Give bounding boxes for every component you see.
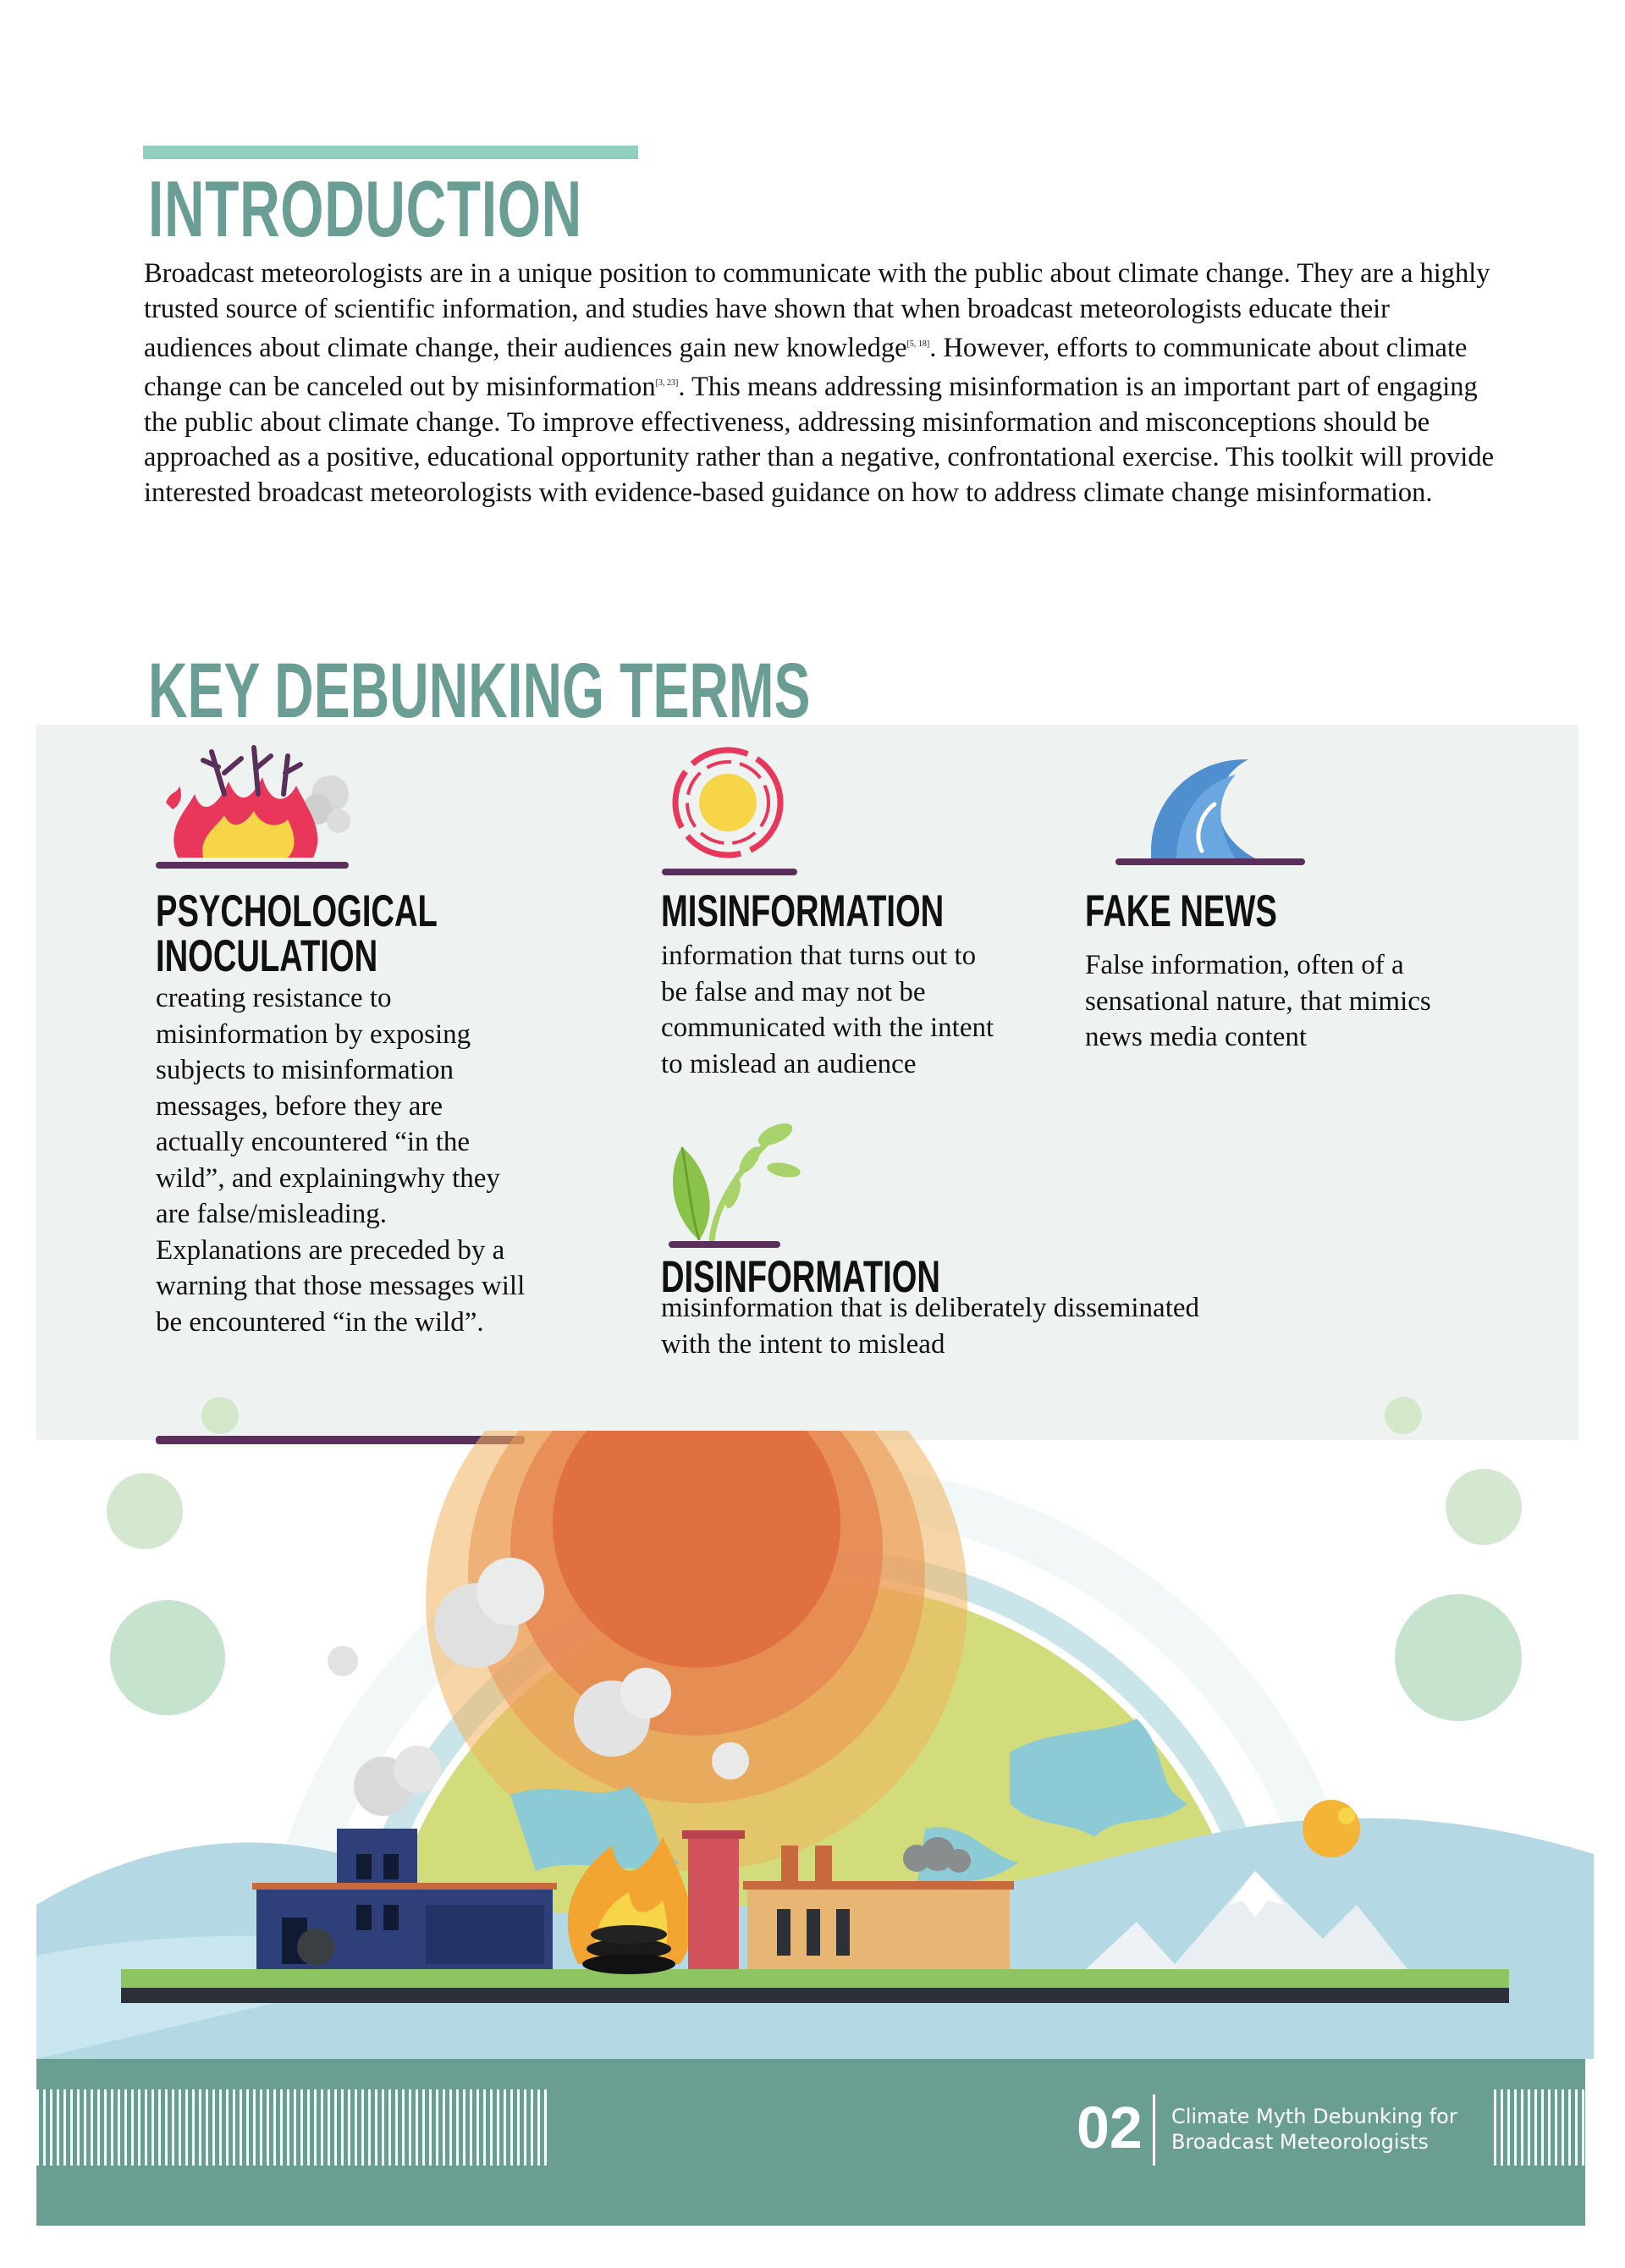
target-sun-icon (669, 743, 787, 862)
burning-tree-icon (161, 743, 355, 862)
intro-text-part-1: Broadcast meteorologists are in a unique position to communicate with the public about climate change. They are a highly trusted source of scientific information, and studies have shown that when broadcast meteorologists educate their audiences about climate change, their audiences gain new knowledge (144, 258, 1490, 363)
term-def-psychological-inoculation: creating resistance to misinformation by exposing subjects to misinformation messages, before they are actually encountered “in the wild”, and explainingwhy they are false/misleading. Explanations are preceded by a warning that those messages will be encountered “in the wild”. (156, 983, 526, 1338)
term-title-inoculation: INOCULATION (156, 931, 378, 981)
footer-title-line-1: Climate Myth Debunking for (1171, 2105, 1457, 2128)
intro-text-part-3: . This means addressing misinformation is an important part of engaging the public about climate change. To improve effectiveness, addressing misinformation and misconceptions should be approached as a positive, educational opportunity rather than a negative, confrontational exercise. This toolkit will provide interested broadcast meteorologists with evidence-based guidance on how to address climate change misinformation. (144, 372, 1495, 508)
term-def-disinformation: misinformation that is deliberately disseminated with the intent to mislead (661, 1293, 1200, 1360)
sprout-icon (665, 1117, 809, 1244)
term-title-psychological: PSYCHOLOGICAL (156, 886, 438, 936)
page-number: 02 (1077, 2094, 1143, 2160)
icon-underline (669, 1241, 780, 1248)
term-def-misinformation: information that turns out to be false and may not be communicated with the intent to mislead an audience (661, 941, 994, 1079)
wave-icon (1143, 749, 1261, 859)
barcode-decoration (1494, 2089, 1585, 2166)
terms-heading: KEY DEBUNKING TERMS (148, 648, 811, 734)
term-title-disinformation: DISINFORMATION (661, 1252, 940, 1302)
term-title-fake-news: FAKE NEWS (1085, 886, 1277, 936)
intro-text-part-2: . However, efforts to communicate about climate change can be canceled out by misinformation (144, 332, 1468, 403)
icon-underline (1115, 858, 1305, 865)
intro-heading: INTRODUCTION (148, 164, 582, 253)
citation-1: [5, 18] (906, 339, 930, 349)
icon-underline (662, 869, 797, 875)
footer-title-line-2: Broadcast Meteorologists (1171, 2130, 1429, 2154)
term-title-misinformation: MISINFORMATION (661, 886, 945, 936)
icon-underline (156, 862, 349, 869)
header-rule (143, 146, 638, 159)
barcode-decoration (36, 2089, 548, 2166)
decorative-dot (1385, 1397, 1422, 1434)
intro-paragraph (144, 257, 1498, 510)
footer-separator (1153, 2094, 1155, 2166)
citation-2: [3, 23] (655, 378, 679, 389)
term-def-fake-news: False information, often of a sensational nature, that mimics news media content (1085, 950, 1431, 1052)
decorative-dot (201, 1397, 239, 1434)
climate-change-illustration (36, 1431, 1594, 2059)
